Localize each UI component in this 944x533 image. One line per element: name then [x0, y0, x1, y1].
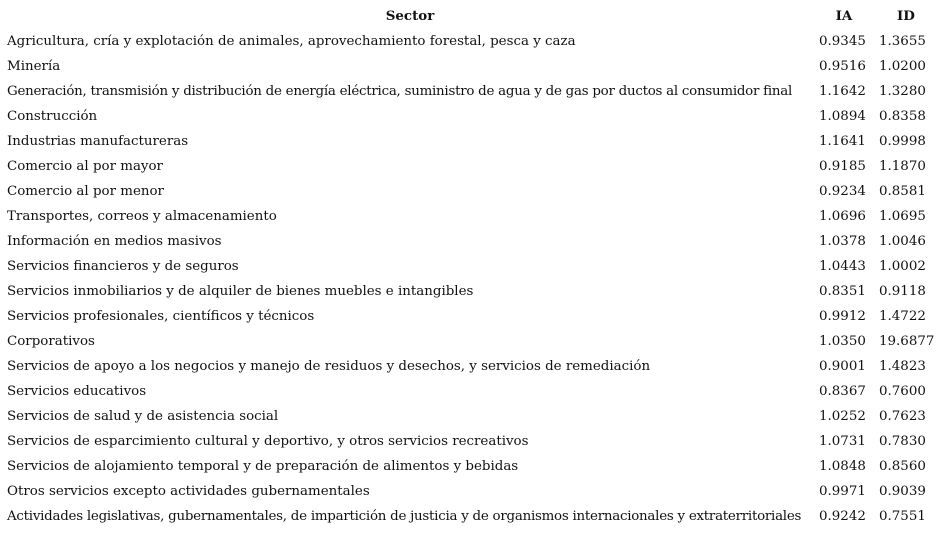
ia-cell: 0.9345 — [819, 34, 866, 49]
ia-cell: 1.0848 — [819, 459, 866, 474]
table-row — [0, 179, 944, 204]
sector-cell: Servicios de salud y de asistencia social — [7, 409, 279, 424]
ia-cell: 0.9912 — [819, 309, 866, 324]
table-row — [0, 404, 944, 429]
id-cell: 1.0002 — [879, 259, 926, 274]
table-row — [0, 379, 944, 404]
table-row — [0, 154, 944, 179]
ia-cell: 0.9971 — [819, 484, 866, 499]
header-id: ID — [897, 8, 915, 24]
sector-cell: Comercio al por mayor — [7, 159, 163, 174]
id-cell: 0.9039 — [879, 484, 926, 499]
table-row — [0, 329, 944, 354]
id-cell: 1.0046 — [879, 234, 926, 249]
sector-cell: Información en medios masivos — [7, 234, 222, 249]
id-cell: 1.4823 — [879, 359, 926, 374]
sector-cell: Otros servicios excepto actividades gubernamentales — [7, 484, 370, 499]
id-cell: 0.9118 — [879, 284, 926, 299]
id-cell: 1.3280 — [879, 84, 926, 99]
ia-cell: 1.0378 — [819, 234, 866, 249]
table-row — [0, 304, 944, 329]
id-cell: 0.8560 — [879, 459, 926, 474]
table-row — [0, 429, 944, 454]
table-row — [0, 279, 944, 304]
ia-cell: 0.8351 — [819, 284, 866, 299]
id-cell: 0.7551 — [879, 509, 926, 524]
ia-cell: 1.0696 — [819, 209, 866, 224]
id-cell: 1.0200 — [879, 59, 926, 74]
ia-cell: 0.9242 — [819, 509, 866, 524]
id-cell: 0.9998 — [879, 134, 926, 149]
sector-cell: Servicios inmobiliarios y de alquiler de bienes muebles e intangibles — [7, 284, 474, 299]
table-row — [0, 204, 944, 229]
id-cell: 1.1870 — [879, 159, 926, 174]
sector-cell: Servicios de apoyo a los negocios y manejo de residuos y desechos, y servicios de remediación — [7, 359, 651, 374]
sector-cell: Transportes, correos y almacenamiento — [7, 209, 277, 224]
sector-cell: Servicios de esparcimiento cultural y deportivo, y otros servicios recreativos — [7, 434, 529, 449]
sector-cell: Comercio al por menor — [7, 184, 164, 199]
id-cell: 0.8581 — [879, 184, 926, 199]
id-cell: 1.0695 — [879, 209, 926, 224]
ia-cell: 0.9185 — [819, 159, 866, 174]
sector-cell: Minería — [7, 59, 61, 74]
ia-cell: 1.0350 — [819, 334, 866, 349]
table-row — [0, 29, 944, 54]
id-cell: 19.6877 — [879, 334, 935, 349]
sector-cell: Servicios financieros y de seguros — [7, 259, 239, 274]
table-row — [0, 129, 944, 154]
header-sector: Sector — [385, 8, 435, 24]
sector-cell: Servicios de alojamiento temporal y de preparación de alimentos y bebidas — [7, 459, 519, 474]
ia-cell: 1.1642 — [819, 84, 866, 99]
ia-cell: 0.9001 — [819, 359, 866, 374]
sector-cell: Industrias manufactureras — [7, 134, 189, 149]
ia-cell: 1.0731 — [819, 434, 866, 449]
table-row — [0, 479, 944, 504]
sector-cell: Actividades legislativas, gubernamentales, de impartición de justicia y de organismos internacionales y extraterritoriales — [7, 509, 802, 524]
ia-cell: 1.1641 — [819, 134, 866, 149]
sector-cell: Construcción — [7, 109, 98, 124]
ia-cell: 0.8367 — [819, 384, 866, 399]
id-cell: 0.8358 — [879, 109, 926, 124]
ia-cell: 0.9234 — [819, 184, 866, 199]
sector-cell: Generación, transmisión y distribución de energía eléctrica, suministro de agua y de gas por ductos al consumidor final — [7, 84, 793, 99]
header-ia: IA — [835, 8, 853, 24]
table-row — [0, 354, 944, 379]
ia-cell: 1.0252 — [819, 409, 866, 424]
sector-cell: Agricultura, cría y explotación de animales, aprovechamiento forestal, pesca y caza — [7, 34, 576, 49]
ia-cell: 1.0443 — [819, 259, 866, 274]
ia-cell: 0.9516 — [819, 59, 866, 74]
sector-cell: Servicios profesionales, científicos y técnicos — [7, 309, 315, 324]
table-header — [0, 4, 944, 29]
table-row — [0, 504, 944, 529]
id-cell: 1.3655 — [879, 34, 926, 49]
table-row — [0, 254, 944, 279]
id-cell: 0.7623 — [879, 409, 926, 424]
ia-cell: 1.0894 — [819, 109, 866, 124]
table-row — [0, 229, 944, 254]
sector-cell: Servicios educativos — [7, 384, 147, 399]
table-row — [0, 54, 944, 79]
sector-cell: Corporativos — [7, 334, 95, 349]
table-row — [0, 454, 944, 479]
id-cell: 0.7600 — [879, 384, 926, 399]
table-row — [0, 79, 944, 104]
id-cell: 1.4722 — [879, 309, 926, 324]
id-cell: 0.7830 — [879, 434, 926, 449]
table-row — [0, 104, 944, 129]
